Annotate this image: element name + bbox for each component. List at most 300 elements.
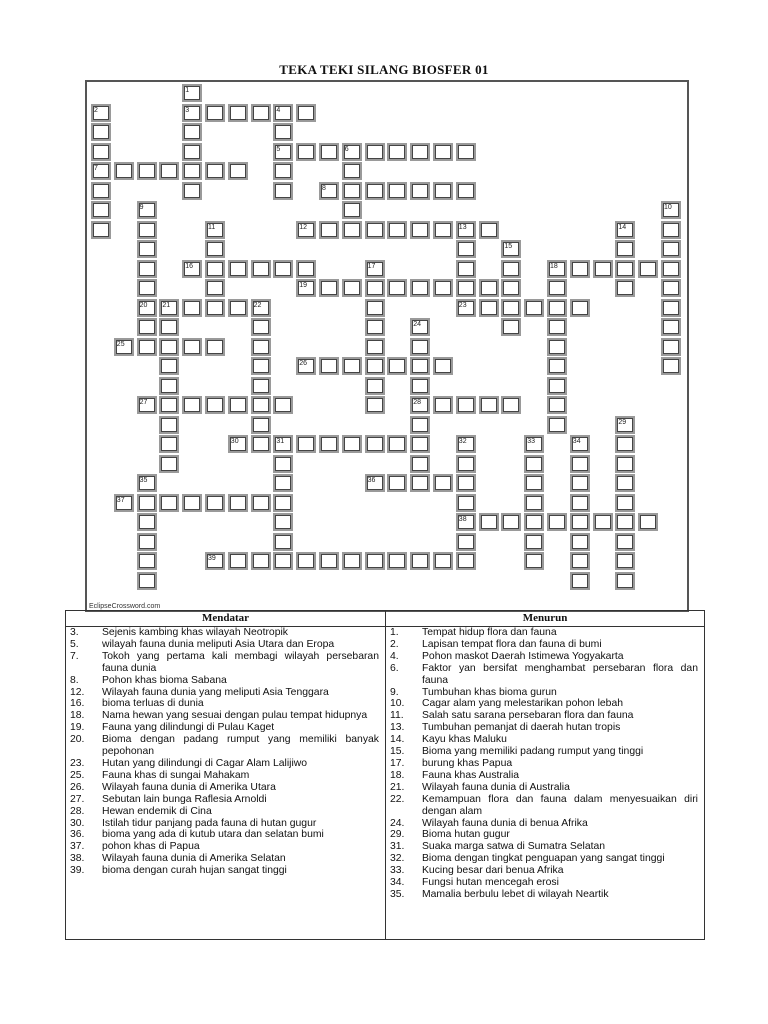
grid-cell[interactable] [182,143,202,161]
grid-cell[interactable] [615,494,635,512]
cell-number: 8 [322,184,326,192]
clue-number: 27. [70,793,85,805]
clue-text: Salah satu sarana persebaran flora dan fauna [422,710,634,722]
clue-text: bioma yang ada di kutub utara dan selatan bumi [102,829,324,841]
grid-cell[interactable] [547,377,567,395]
grid-cell[interactable] [615,513,635,531]
clue-number: 16. [70,698,85,710]
grid-cell[interactable] [410,416,430,434]
grid-cell[interactable] [137,552,157,570]
grid-cell[interactable] [342,201,362,219]
cell-number: 9 [139,204,144,211]
grid-cell[interactable] [456,279,476,297]
grid-cell[interactable] [251,494,271,512]
clue-number: 37. [70,841,85,853]
grid-cell[interactable] [456,474,476,492]
grid-cell[interactable] [251,260,271,278]
grid-cell[interactable] [501,318,521,336]
grid-cell[interactable] [365,338,385,356]
cell-number: 16 [185,262,193,270]
grid-cell[interactable] [205,162,225,180]
grid-cell[interactable] [251,338,271,356]
grid-cell[interactable] [365,435,385,453]
grid-cell[interactable] [387,435,407,453]
grid-cell[interactable] [410,435,430,453]
clue-number: 18. [390,769,405,781]
cell-number: 35 [139,477,148,484]
grid-cell[interactable] [661,240,681,258]
grid-cell[interactable] [296,104,316,122]
grid-cell[interactable] [251,104,271,122]
grid-cell[interactable] [137,513,157,531]
grid-cell[interactable] [296,143,316,161]
grid-cell[interactable] [342,552,362,570]
grid-cell[interactable] [570,533,590,551]
clue-text: Bioma dengan padang rumput yang memiliki banyak pepohonan [102,734,379,758]
grid-cell[interactable] [387,221,407,239]
across-clue [70,734,379,758]
grid-cell[interactable] [365,377,385,395]
grid-cell[interactable] [410,338,430,356]
cell-number: 26 [299,360,307,367]
grid-cell[interactable] [137,240,157,258]
grid-cell[interactable] [273,494,293,512]
grid-cell[interactable] [570,513,590,531]
grid-cell[interactable] [410,552,430,570]
grid-cell[interactable] [228,299,248,317]
cell-number: 10 [664,204,672,211]
cell-number: 24 [413,321,421,328]
grid-cell[interactable] [410,357,430,375]
grid-cell[interactable] [273,182,293,200]
cell-number: 38 [458,516,467,523]
grid-cell[interactable] [524,455,544,473]
clue-text: Istilah tidur panjang pada fauna di hutan gugur [102,817,317,829]
clue-text: Faktor yan bersifat menghambat persebaran flora dan fauna [422,662,698,686]
across-clue [70,818,379,830]
clue-number: 23. [70,757,85,769]
across-clue [70,651,379,675]
clue-number: 13. [390,722,405,734]
clue-text: bioma dengan curah hujan sangat tinggi [102,865,287,877]
grid-cell[interactable] [501,396,521,414]
grid-cell[interactable] [273,552,293,570]
down-clue [390,889,698,901]
grid-cell[interactable] [137,221,157,239]
grid-cell[interactable] [456,143,476,161]
grid-cell[interactable] [296,435,316,453]
across-clue [70,710,379,722]
grid-cell[interactable] [273,260,293,278]
grid-cell[interactable] [342,221,362,239]
grid-cell[interactable] [319,435,339,453]
grid-cell[interactable] [387,474,407,492]
grid-cell[interactable] [365,221,385,239]
grid-cell[interactable] [410,182,430,200]
grid-cell[interactable] [319,357,339,375]
grid-cell[interactable] [547,396,567,414]
down-clue-list [386,627,704,901]
grid-cell[interactable] [342,357,362,375]
cell-number: 2 [94,106,98,114]
grid-cell[interactable] [296,552,316,570]
grid-cell[interactable] [433,143,453,161]
grid-cell[interactable] [387,279,407,297]
grid-cell[interactable] [570,494,590,512]
grid-cell[interactable] [570,455,590,473]
grid-cell[interactable] [547,357,567,375]
grid-cell[interactable] [661,260,681,278]
grid-cell[interactable] [410,474,430,492]
clue-text: Wilayah fauna dunia di Amerika Utara [102,781,276,793]
grid-cell[interactable] [479,396,499,414]
grid-cell[interactable] [410,377,430,395]
grid-cell[interactable] [137,279,157,297]
clue-text: wilayah fauna dunia meliputi Asia Utara dan Eropa [102,638,335,650]
grid-cell[interactable] [365,182,385,200]
across-clue [70,698,379,710]
grid-cell[interactable] [593,260,613,278]
grid-cell[interactable] [615,240,635,258]
grid-cell[interactable] [661,318,681,336]
grid-cell[interactable] [319,279,339,297]
grid-cell[interactable] [479,221,499,239]
grid-cell[interactable] [365,357,385,375]
grid-cell[interactable] [615,474,635,492]
grid-cell[interactable] [387,143,407,161]
grid-cell[interactable] [547,338,567,356]
grid-cell[interactable] [524,299,544,317]
grid-cell[interactable] [547,416,567,434]
grid-cell[interactable] [182,299,202,317]
down-clue [390,794,698,818]
grid-cell[interactable] [273,162,293,180]
cell-number: 19 [299,282,307,289]
grid-cell[interactable] [251,357,271,375]
grid-cell[interactable] [661,357,681,375]
grid-cell[interactable] [273,533,293,551]
grid-cell[interactable] [91,182,111,200]
grid-cell[interactable] [137,494,157,512]
grid-cell[interactable] [524,494,544,512]
grid-cell[interactable] [615,533,635,551]
grid-cell[interactable] [365,552,385,570]
grid-cell[interactable] [91,201,111,219]
clue-text: Hewan endemik di Cina [102,805,212,817]
grid-cell[interactable] [137,533,157,551]
down-clue [390,627,698,639]
grid-cell[interactable] [615,552,635,570]
down-clue [390,829,698,841]
clue-number: 28. [70,805,85,817]
clue-number: 24. [390,817,405,829]
grid-cell[interactable] [410,221,430,239]
grid-cell[interactable] [228,260,248,278]
grid-cell[interactable] [182,182,202,200]
grid-cell[interactable] [524,552,544,570]
grid-cell[interactable] [456,396,476,414]
grid-cell[interactable] [182,162,202,180]
grid-cell[interactable] [365,279,385,297]
grid-cell[interactable] [251,435,271,453]
grid-cell[interactable] [615,435,635,453]
grid-cell[interactable] [205,338,225,356]
grid-cell[interactable] [456,455,476,473]
grid-cell[interactable] [159,435,179,453]
grid-cell[interactable] [570,260,590,278]
grid-cell[interactable] [251,396,271,414]
clue-text: Suaka marga satwa di Sumatra Selatan [422,841,606,853]
grid-cell[interactable] [524,474,544,492]
grid-cell[interactable] [159,338,179,356]
clue-number: 8. [70,674,79,686]
cell-number: 3 [185,106,190,114]
grid-cell[interactable] [570,299,590,317]
grid-cell[interactable] [319,143,339,161]
grid-cell[interactable] [228,396,248,414]
across-clue [70,806,379,818]
grid-cell[interactable] [456,260,476,278]
clue-number: 35. [390,888,405,900]
grid-cell[interactable] [661,221,681,239]
grid-cell[interactable] [410,279,430,297]
grid-cell[interactable] [479,279,499,297]
grid-cell[interactable] [342,279,362,297]
grid-cell[interactable] [342,162,362,180]
grid-cell[interactable] [661,279,681,297]
clue-text: burung khas Papua [422,757,513,769]
grid-cell[interactable] [387,357,407,375]
grid-cell[interactable] [159,396,179,414]
grid-cell[interactable] [433,396,453,414]
grid-cell[interactable] [251,552,271,570]
grid-cell[interactable] [456,240,476,258]
grid-cell[interactable] [273,123,293,141]
clue-number: 1. [390,627,399,638]
clue-number: 32. [390,853,405,865]
across-heading: Mendatar [66,611,385,627]
clue-number: 10. [390,698,405,710]
grid-cell[interactable] [615,260,635,278]
grid-cell[interactable] [137,572,157,590]
grid-cell[interactable] [433,182,453,200]
grid-cell[interactable] [228,162,248,180]
clue-text: Nama hewan yang sesuai dengan pulau tempat hidupnya [102,710,368,722]
grid-cell[interactable] [456,494,476,512]
clue-number: 12. [70,686,85,698]
grid-cell[interactable] [251,377,271,395]
puzzle-title: TEKA TEKI SILANG BIOSFER 01 [279,62,489,77]
grid-cell[interactable] [137,260,157,278]
grid-cell[interactable] [205,299,225,317]
grid-cell[interactable] [342,182,362,200]
grid-cell[interactable] [365,143,385,161]
grid-cell[interactable] [661,299,681,317]
down-clue [390,663,698,687]
grid-cell[interactable] [615,572,635,590]
across-clue [70,675,379,687]
grid-cell[interactable] [159,455,179,473]
grid-cell[interactable] [251,416,271,434]
clue-text: Tempat hidup flora dan fauna [422,627,557,638]
grid-cell[interactable] [182,338,202,356]
grid-cell[interactable] [524,533,544,551]
cell-number: 33 [527,438,535,445]
grid-cell[interactable] [342,435,362,453]
clue-text: Wilayah fauna dunia di benua Afrika [422,817,588,829]
grid-cell[interactable] [387,182,407,200]
clue-text: Lapisan tempat flora dan fauna di bumi [422,638,602,650]
grid-cell[interactable] [296,260,316,278]
grid-cell[interactable] [91,143,111,161]
clue-text: Sebutan lain bunga Raflesia Arnoldi [102,793,267,805]
clue-text: Fungsi hutan mencegah erosi [422,877,559,889]
across-clue [70,722,379,734]
grid-cell[interactable] [251,318,271,336]
grid-cell[interactable] [228,104,248,122]
grid-cell[interactable] [570,474,590,492]
clue-text: Tumbuhan pemanjat di daerah hutan tropis [422,722,621,734]
grid-cell[interactable] [479,513,499,531]
grid-cell[interactable] [661,338,681,356]
grid-cell[interactable] [410,455,430,473]
grid-cell[interactable] [228,552,248,570]
grid-cell[interactable] [137,162,157,180]
grid-cell[interactable] [479,299,499,317]
grid-cell[interactable] [501,299,521,317]
grid-cell[interactable] [319,552,339,570]
grid-cell[interactable] [91,123,111,141]
grid-cell[interactable] [205,279,225,297]
clue-text: Cagar alam yang melestarikan pohon lebah [422,698,624,710]
grid-cell[interactable] [137,338,157,356]
grid-cell[interactable] [137,318,157,336]
down-clue [390,734,698,746]
grid-cell[interactable] [365,396,385,414]
grid-cell[interactable] [501,260,521,278]
down-clue [390,818,698,830]
grid-cell[interactable] [273,396,293,414]
cell-number: 1 [185,87,190,94]
grid-cell[interactable] [433,279,453,297]
grid-cell[interactable] [638,513,658,531]
clue-number: 26. [70,781,85,793]
grid-cell[interactable] [570,552,590,570]
cell-number: 15 [504,243,513,250]
grid-cell[interactable] [387,552,407,570]
grid-cell[interactable] [433,357,453,375]
clue-text: Kucing besar dari benua Afrika [422,865,564,877]
grid-cell[interactable] [547,299,567,317]
grid-cell[interactable] [205,104,225,122]
grid-cell[interactable] [205,396,225,414]
grid-cell[interactable] [433,221,453,239]
across-clue [70,627,379,639]
grid-cell[interactable] [205,494,225,512]
grid-cell[interactable] [365,318,385,336]
grid-cell[interactable] [159,357,179,375]
cell-number: 12 [299,223,307,231]
clue-number: 18. [70,710,85,722]
across-clue [70,865,379,877]
down-clue [390,710,698,722]
across-clue [70,687,379,699]
down-column [386,611,704,939]
grid-cell[interactable] [114,162,134,180]
grid-cell[interactable] [433,474,453,492]
grid-cell[interactable] [273,455,293,473]
grid-cell[interactable] [524,513,544,531]
cell-number: 11 [208,223,216,231]
cell-number: 30 [230,438,239,445]
grid-cell[interactable] [182,396,202,414]
clue-text: bioma terluas di dunia [102,698,204,710]
cell-number: 32 [458,438,467,445]
down-clue [390,746,698,758]
grid-cell[interactable] [182,123,202,141]
grid-cell[interactable] [615,279,635,297]
clues-table [65,610,705,940]
grid-cell[interactable] [205,240,225,258]
grid-cell[interactable] [410,143,430,161]
grid-cell[interactable] [205,260,225,278]
clue-number: 25. [70,769,85,781]
grid-cell[interactable] [273,513,293,531]
clue-text: Pohon khas bioma Sabana [102,674,227,686]
down-heading: Menurun [386,611,704,627]
cell-number: 6 [344,145,349,153]
clue-text: Bioma dengan tingkat penguapan yang sangat tinggi [422,853,665,865]
grid-cell[interactable] [365,299,385,317]
clue-text: Wilayah fauna dunia yang meliputi Asia Tenggara [102,686,329,698]
grid-cell[interactable] [501,513,521,531]
grid-cell[interactable] [182,494,202,512]
clue-number: 22. [390,793,405,805]
grid-cell[interactable] [638,260,658,278]
grid-cell[interactable] [615,455,635,473]
across-clue [70,770,379,782]
down-clue [390,865,698,877]
grid-cell[interactable] [547,513,567,531]
cell-number: 39 [208,555,216,562]
cell-number: 23 [458,301,467,309]
cell-number: 21 [162,301,171,309]
grid-cell[interactable] [456,533,476,551]
grid-cell[interactable] [91,221,111,239]
grid-cell[interactable] [159,318,179,336]
clue-text: Kayu khas Maluku [422,734,507,746]
grid-cell[interactable] [159,162,179,180]
grid-cell[interactable] [159,494,179,512]
grid-cell[interactable] [159,416,179,434]
clue-text: Pohon maskot Daerah Istimewa Yogyakarta [422,650,624,662]
clue-number: 21. [390,781,405,793]
grid-cell[interactable] [456,182,476,200]
grid-cell[interactable] [501,279,521,297]
clue-number: 6. [390,662,399,674]
clue-number: 30. [70,817,85,829]
grid-cell[interactable] [570,572,590,590]
grid-cell[interactable] [433,552,453,570]
grid-cell[interactable] [273,474,293,492]
grid-cell[interactable] [159,377,179,395]
grid-cell[interactable] [547,318,567,336]
grid-cell[interactable] [593,513,613,531]
grid-cell[interactable] [319,221,339,239]
grid-cell[interactable] [228,494,248,512]
grid-cell[interactable] [456,552,476,570]
grid-cell[interactable] [547,279,567,297]
